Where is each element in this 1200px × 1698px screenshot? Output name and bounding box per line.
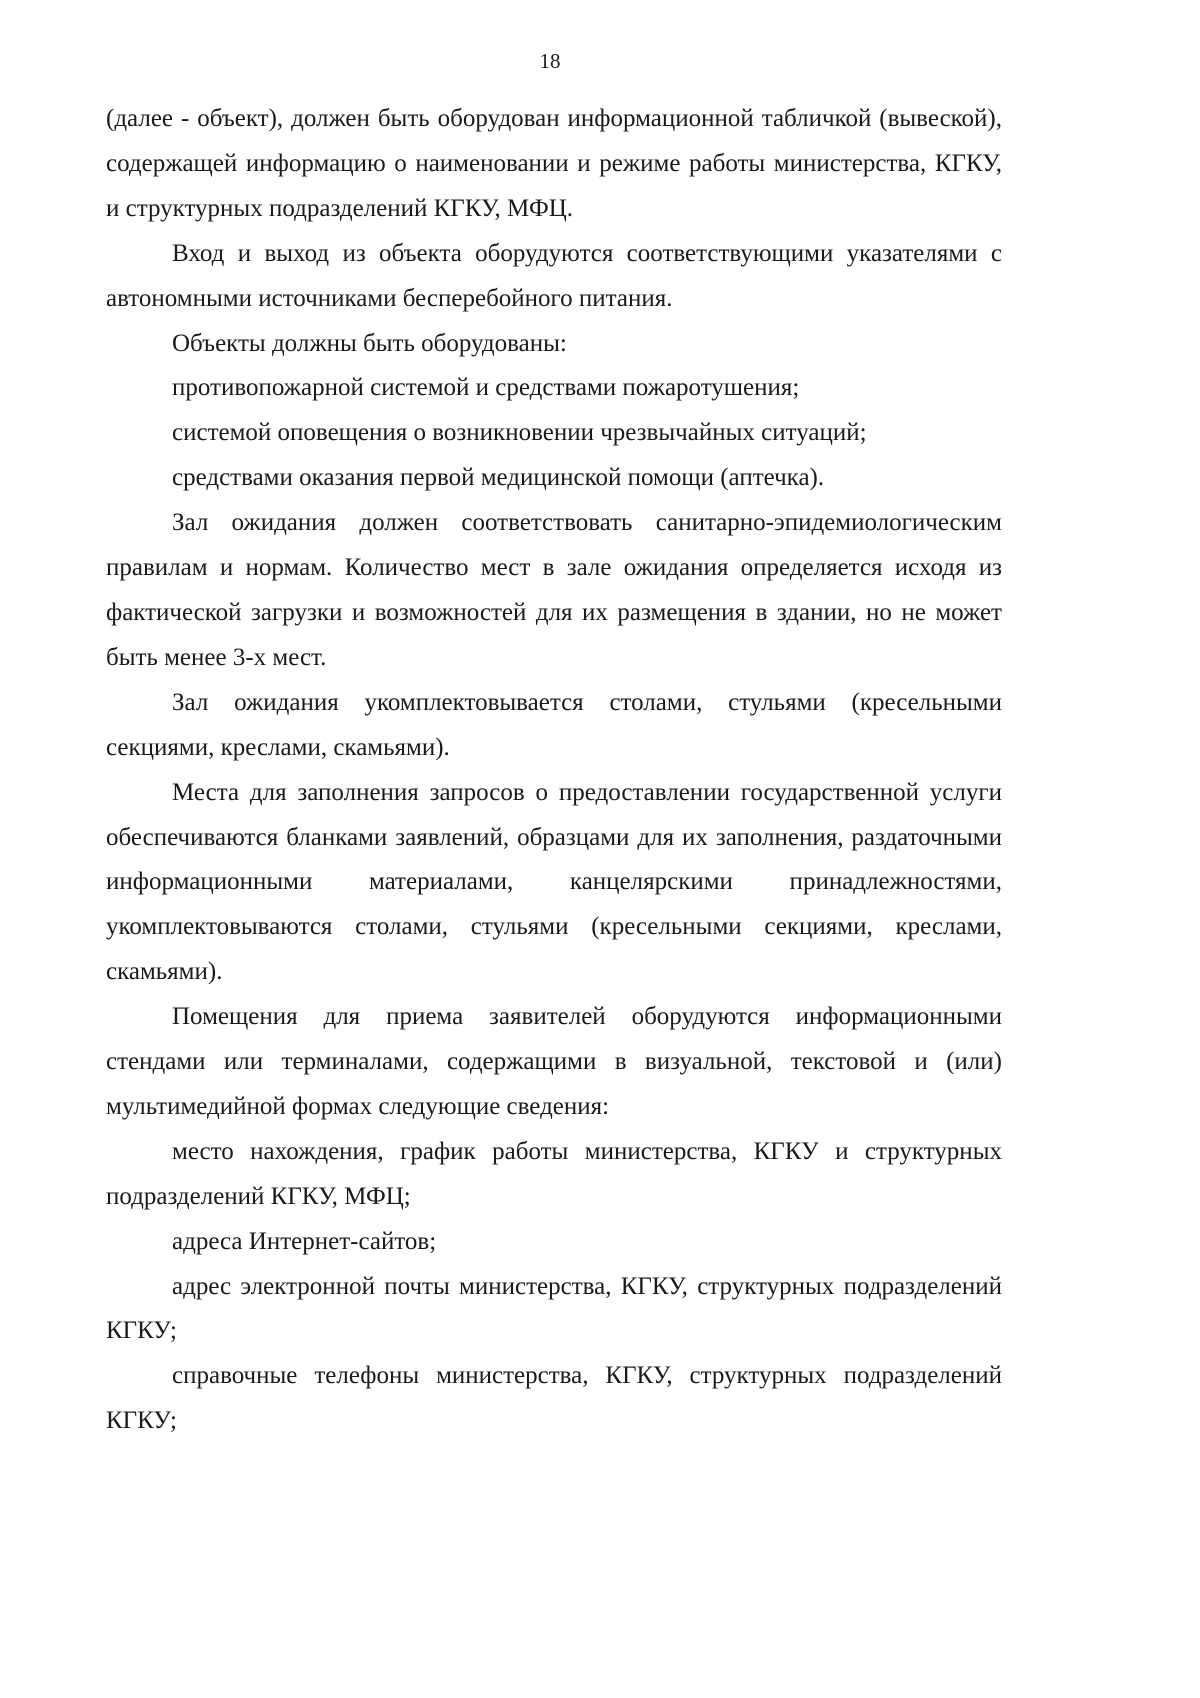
paragraph-waiting-hall-furniture: Зал ожидания укомплектовывается столами, стульями (кресельными секциями, креслами, скамьями). [106,688,1002,761]
paragraph-request-filling-places: Места для заполнения запросов о предоставлении государственной услуги обеспечиваются бланками заявлений, образцами для их заполнения, раздаточными информационными материалами, канцелярскими принадлежностями, укомплектовываются столами, стульями (кресельными секциями, креслами, скамьями). [106,778,1002,986]
list-item-alert-system: системой оповещения о возникновении чрезвычайных ситуаций; [172,419,867,447]
list-item-email: адрес электронной почты министерства, КГКУ, структурных подразделений КГКУ; [106,1272,1002,1345]
paragraph-waiting-hall-norms: Зал ожидания должен соответствовать санитарно-эпидемиологическим правилам и нормам. Количество мест в зале ожидания определяется исходя из фактической загрузки и возможностей для их размещения в здании, но не может быть менее 3-х мест. [106,509,1002,671]
paragraph-objects-equipment: Объекты должны быть оборудованы: [172,329,567,357]
paragraph-entrance-exit: Вход и выход из объекта оборудуются соответствующими указателями с автономными источниками бесперебойного питания. [106,239,1002,312]
document-body [106,97,1002,1444]
paragraph-reception-rooms: Помещения для приема заявителей оборудуются информационными стендами или терминалами, содержащими в визуальной, текстовой и (или) мультимедийной формах следующие сведения: [106,1003,1002,1120]
list-item-phones: справочные телефоны министерства, КГКУ, структурных подразделений КГКУ; [106,1362,1002,1435]
list-item-first-aid: средствами оказания первой медицинской помощи (аптечка). [172,464,825,492]
list-item-location-schedule: место нахождения, график работы министерства, КГКУ и структурных подразделений КГКУ, МФЦ; [106,1137,1002,1210]
paragraph-object-signage: (далее - объект), должен быть оборудован информационной табличкой (вывеской), содержащей информацию о наименовании и режиме работы министерства, КГКУ, и структурных подразделений КГКУ, МФЦ. [106,105,1002,222]
list-item-fire-system: противопожарной системой и средствами пожаротушения; [172,374,800,402]
list-item-websites: адреса Интернет-сайтов; [172,1227,437,1255]
page-number: 18 [539,49,561,73]
